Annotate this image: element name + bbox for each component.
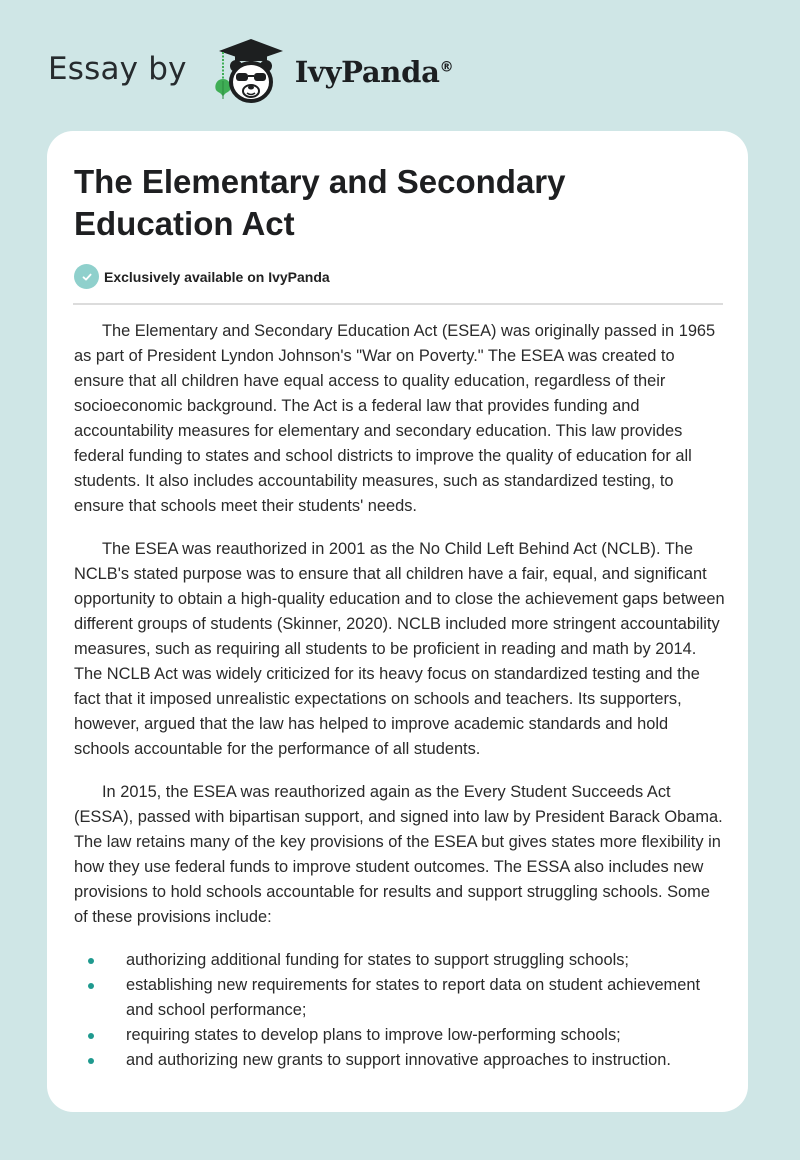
checkmark-icon <box>81 271 93 283</box>
essay-card <box>47 131 748 1112</box>
list-item <box>74 1048 726 1073</box>
exclusive-label: Exclusively available on IvyPanda <box>104 268 330 285</box>
essay-body <box>74 319 726 1073</box>
paragraph: The Elementary and Secondary Education Act (ESEA) was originally passed in 1965 as part of President Lyndon Johnson's "War on Poverty." The ESEA was created to ensure that all children have equal access to quality education, regardless of their socioeconomic background. The Act is a federal law that provides funding and accountability measures for elementary and secondary education. This law provides federal funding to states and school districts to improve the quality of education for all students. It also includes accountability measures, such as standardized testing, to ensure that schools meet their students' needs. <box>74 322 716 515</box>
paragraph: In 2015, the ESEA was reauthorized again as the Every Student Succeeds Act (ESSA), passed with bipartisan support, and signed into law by President Barack Obama. The law retains many of the key provisions of the ESEA but gives states more flexibility in how they use federal funds to improve student outcomes. The ESSA also includes new provisions to hold schools accountable for results and support struggling schools. Some of these provisions include: <box>74 783 723 926</box>
exclusive-badge <box>74 264 330 289</box>
list-item-text: requiring states to develop plans to improve low-performing schools; <box>126 1026 621 1044</box>
site-header-brand[interactable] <box>48 36 453 106</box>
panda-graduate-logo-icon <box>205 35 297 107</box>
check-circle-icon <box>74 264 99 289</box>
paragraph: The ESEA was reauthorized in 2001 as the No Child Left Behind Act (NCLB). The NCLB's stated purpose was to ensure that all children have a fair, equal, and significant opportunity to obtain a high-quality education and to close the achievement gaps between different groups of students (Skinner, 2020). NCLB included more stringent accountability measures, such as requiring all students to be proficient in reading and math by 2014. The NCLB Act was widely criticized for its heavy focus on standardized testing and the fact that it imposed unrealistic expectations on schools and teachers. Its supporters, however, argued that the law has helped to improve academic standards and hold schools accountable for the performance of all students. <box>74 540 725 758</box>
registered-mark: ® <box>439 59 454 76</box>
provisions-list <box>74 948 726 1073</box>
brand-name-text: IvyPanda <box>294 55 440 89</box>
brand-prefix: Essay by <box>48 51 187 87</box>
bullet-icon <box>88 1058 94 1064</box>
essay-title: The Elementary and Secondary Education Act <box>74 163 566 242</box>
bullet-icon <box>88 983 94 989</box>
list-item <box>74 948 726 973</box>
list-item-text: authorizing additional funding for states to support struggling schools; <box>126 951 629 969</box>
list-item <box>74 1023 726 1048</box>
brand-name <box>295 55 454 89</box>
list-item-text: establishing new requirements for states to report data on student achievement and school performance; <box>126 976 701 1019</box>
header-divider <box>73 303 723 305</box>
list-item <box>74 973 726 1023</box>
list-item-text: and authorizing new grants to support innovative approaches to instruction. <box>126 1051 671 1069</box>
bullet-icon <box>88 958 94 964</box>
bullet-icon <box>88 1033 94 1039</box>
